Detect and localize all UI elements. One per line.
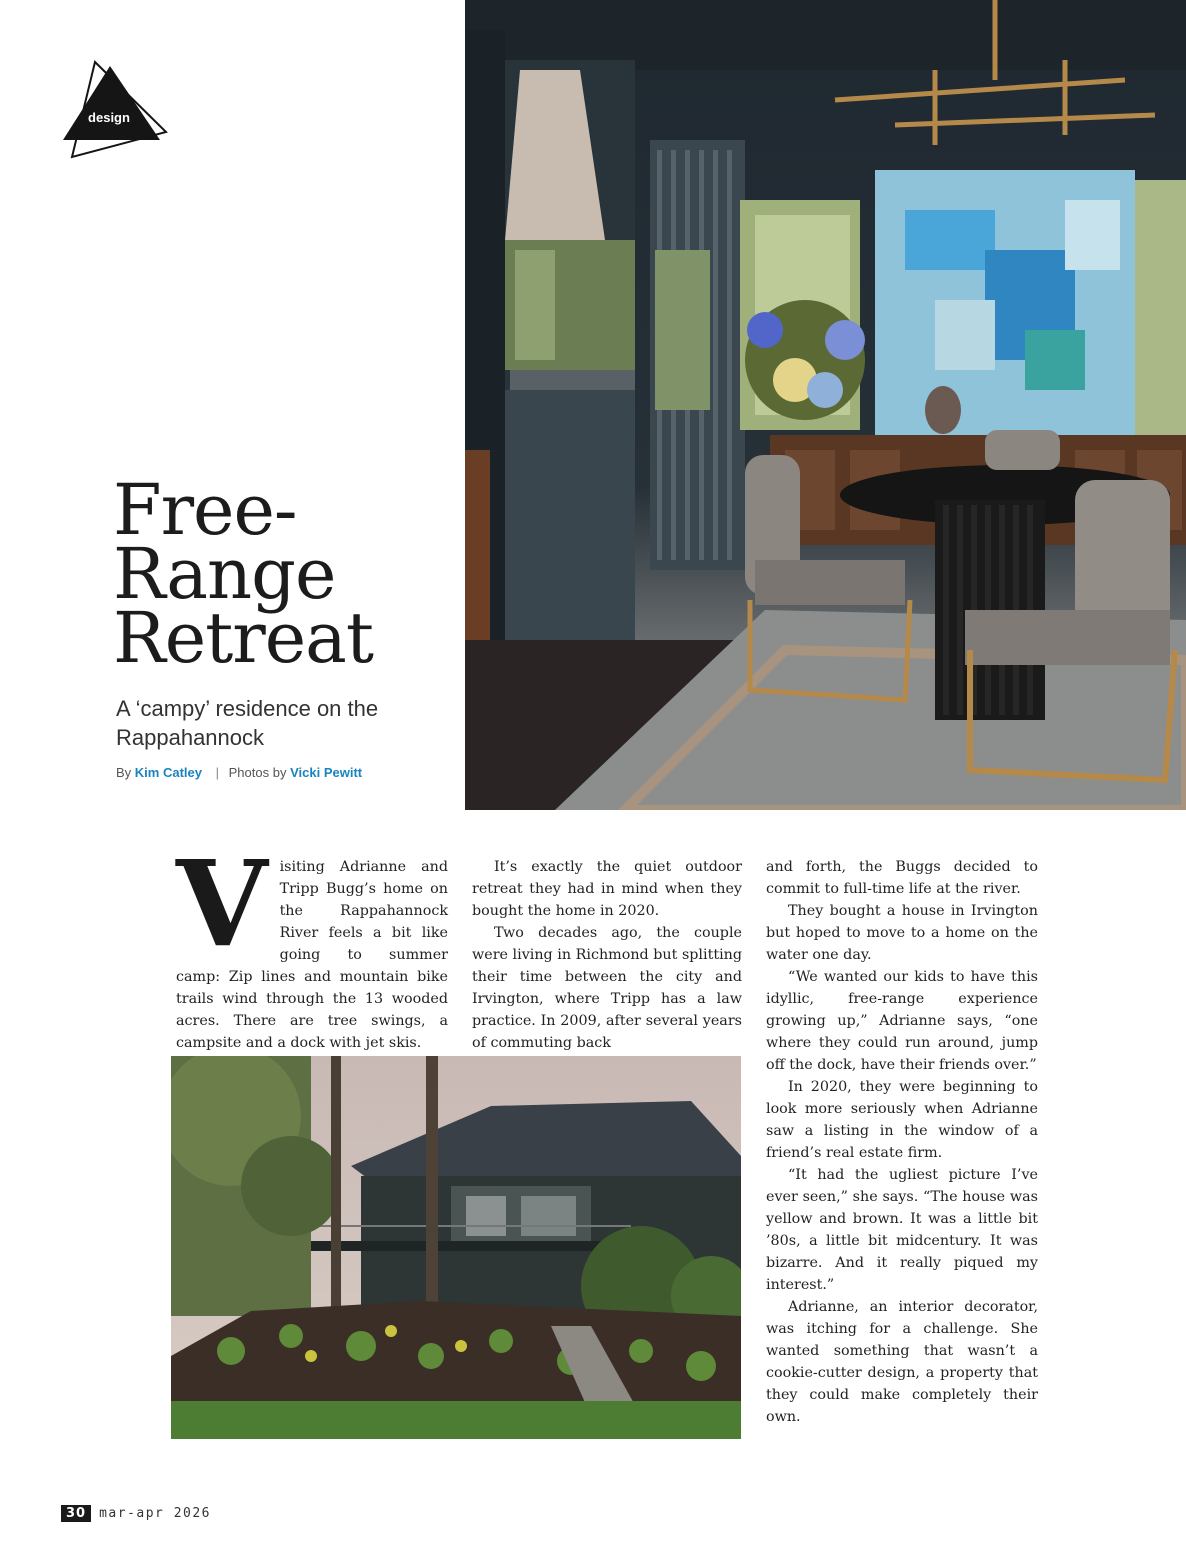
photographer-name: Vicki Pewitt [290,765,363,780]
headline-line: Free- [113,469,297,551]
author-name: Kim Catley [134,765,202,780]
drop-cap: V [176,834,268,973]
body-paragraph: isiting Adrianne and Tripp Bugg’s home on the Rappahannock River feels a bit like going to summer camp: Zip lines and mountain bike trails wind through the 13 wooded acres. There are tree swings, a campsite and a dock with jet skis. [176,859,448,1051]
byline [116,765,362,780]
page-number: 30 [61,1505,91,1522]
issue-date: mar-apr 2026 [99,1506,212,1521]
photos-prefix: Photos by [228,765,287,780]
body-paragraph: They bought a house in Irvington but hoped to move to a home on the water one day. [766,903,1038,963]
page-footer [61,1504,211,1523]
headline-line: Retreat [113,597,374,679]
body-paragraph: and forth, the Buggs decided to commit to full-time life at the river. [766,859,1038,897]
headline-line: Range [113,533,336,615]
body-paragraph: In 2020, they were beginning to look more seriously when Adrianne saw a listing in the window of a friend’s real estate firm. [766,1079,1038,1161]
body-paragraph: “We wanted our kids to have this idyllic, free-range experience growing up,” Adrianne says, “one where they could run around, jump off the dock, have their friends over.” [766,969,1038,1073]
section-label: design [88,110,130,125]
body-paragraph: “It had the ugliest picture I’ve ever seen,” she says. “The house was yellow and brown. It was a little bit ’80s, a little bit midcentury. It was bizarre. And it really piqued my interest.” [766,1167,1038,1293]
body-paragraph: Adrianne, an interior decorator, was itching for a challenge. She wanted something that wasn’t a cookie-cutter design, a property that they could make completely their own. [766,1299,1038,1425]
exterior-photo-house [171,1056,741,1439]
article-dek: A ‘campy’ residence on the Rappahannock [116,696,379,750]
byline-separator: | [215,765,220,780]
hero-photo-dining-room [465,0,1186,810]
byline-prefix: By [116,765,132,780]
body-column-3 [766,856,1038,1428]
section-badge [60,60,170,160]
article-headline [113,469,453,679]
body-paragraph: Two decades ago, the couple were living in Richmond but splitting their time between the city and Irvington, where Tripp has a law practice. In 2009, after several years of commuting back [472,925,742,1051]
body-column-1 [176,834,448,1054]
body-paragraph: It’s exactly the quiet outdoor retreat they had in mind when they bought the home in 2020. [472,859,742,919]
body-column-2 [472,856,742,1054]
